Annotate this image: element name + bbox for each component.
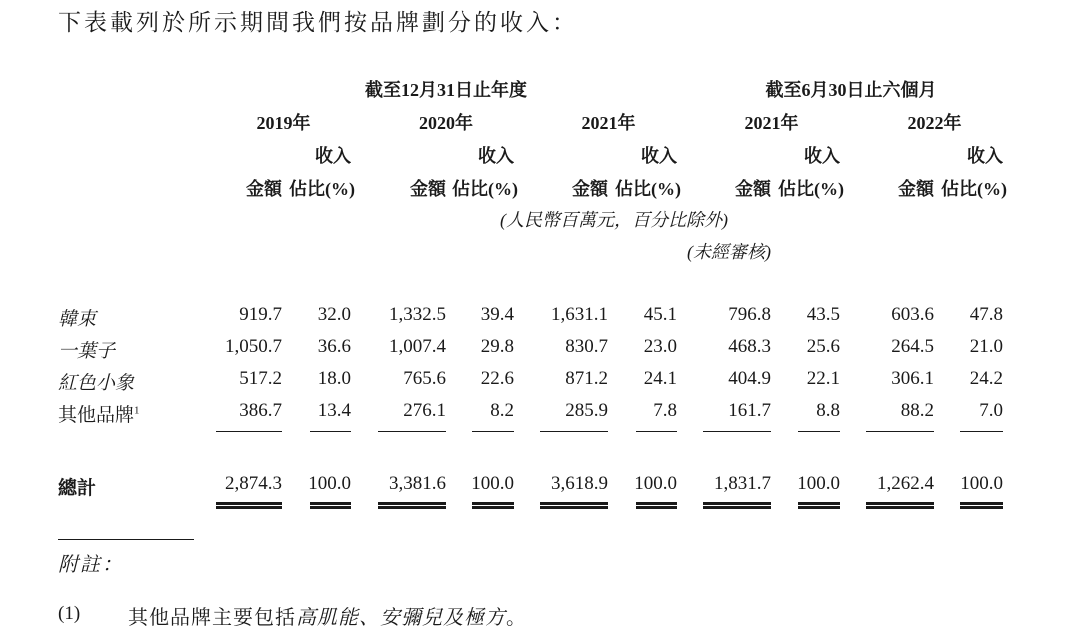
amount-cell: 1,332.5: [389, 304, 446, 325]
total-double-rule: [310, 502, 351, 509]
amount-cell: 1,007.4: [389, 336, 446, 357]
subtotal-rule: [798, 431, 840, 432]
amount-cell: 264.5: [891, 336, 934, 357]
share-cell: 24.1: [643, 368, 677, 389]
total-double-rule: [216, 502, 282, 509]
notes-title: 附註：: [58, 554, 124, 576]
subtotal-rule: [960, 431, 1003, 432]
share-cell: 43.5: [806, 304, 840, 325]
header-year: 2019年: [256, 113, 311, 133]
amount-cell: 404.9: [728, 368, 771, 389]
share-cell: 18.0: [317, 368, 351, 389]
amount-cell: 88.2: [900, 400, 934, 421]
total-share-cell: 100.0: [960, 473, 1003, 494]
share-cell: 45.1: [643, 304, 677, 325]
amount-cell: 871.2: [565, 368, 608, 389]
note-text: [128, 601, 527, 630]
share-cell: 36.6: [317, 336, 351, 357]
header-amount: 金額: [898, 179, 934, 199]
total-share-cell: 100.0: [308, 473, 351, 494]
header-amount: 金額: [246, 179, 282, 199]
header-amount: 金額: [735, 179, 771, 199]
notes-separator: [58, 539, 194, 540]
share-cell: 7.0: [979, 400, 1003, 421]
share-cell: 8.2: [490, 400, 514, 421]
header-share-top: 收入: [967, 146, 1003, 166]
amount-cell: 765.6: [403, 368, 446, 389]
header-year: 2021年: [581, 113, 636, 133]
header-share-top: 收入: [804, 146, 840, 166]
subtotal-rule: [866, 431, 934, 432]
amount-cell: 285.9: [565, 400, 608, 421]
header-share-top: 收入: [315, 146, 351, 166]
amount-cell: 796.8: [728, 304, 771, 325]
amount-cell: 306.1: [891, 368, 934, 389]
amount-cell: 161.7: [728, 400, 771, 421]
total-amount-cell: 2,874.3: [225, 473, 282, 494]
total-amount-cell: 1,831.7: [714, 473, 771, 494]
footnote-marker: 1: [134, 404, 140, 417]
row-label: 其他品牌$^1$: [58, 404, 140, 426]
amount-cell: 276.1: [403, 400, 446, 421]
header-share-bottom: 佔比(%): [452, 179, 518, 199]
share-cell: 23.0: [643, 336, 677, 357]
share-cell: 13.4: [317, 400, 351, 421]
header-amount: 金額: [572, 179, 608, 199]
header-group-six-months: 截至6月30日止六個月: [765, 80, 937, 100]
subtotal-rule: [378, 431, 446, 432]
note-text-prefix: 其他品牌主要包括: [128, 607, 296, 629]
row-label: 韓束: [58, 309, 97, 330]
total-double-rule: [866, 502, 934, 509]
note-text-brands: 高肌能、安彌兒及極方: [296, 607, 506, 629]
unit-note: (人民幣百萬元，百分比除外): [500, 210, 728, 230]
share-cell: 22.1: [806, 368, 840, 389]
header-share-top: 收入: [641, 146, 677, 166]
total-amount-cell: 3,381.6: [389, 473, 446, 494]
share-cell: 8.8: [816, 400, 840, 421]
intro-text: 下表載列於所示期間我們按品牌劃分的收入：: [58, 10, 578, 35]
row-label: 一葉子: [58, 341, 116, 362]
total-double-rule: [472, 502, 514, 509]
amount-cell: 468.3: [728, 336, 771, 357]
amount-cell: 386.7: [239, 400, 282, 421]
share-cell: 29.8: [480, 336, 514, 357]
total-double-rule: [798, 502, 840, 509]
subtotal-rule: [636, 431, 677, 432]
total-double-rule: [540, 502, 608, 509]
row-label: 紅色小象: [58, 373, 135, 394]
total-double-rule: [378, 502, 446, 509]
amount-cell: 603.6: [891, 304, 934, 325]
note-number: (1): [58, 603, 81, 624]
header-year: 2022年: [907, 113, 962, 133]
amount-cell: 1,631.1: [551, 304, 608, 325]
share-cell: 25.6: [806, 336, 840, 357]
amount-cell: 1,050.7: [225, 336, 282, 357]
total-share-cell: 100.0: [471, 473, 514, 494]
header-amount: 金額: [410, 179, 446, 199]
header-share-top: 收入: [478, 146, 514, 166]
amount-cell: 830.7: [565, 336, 608, 357]
share-cell: 7.8: [653, 400, 677, 421]
subtotal-rule: [310, 431, 351, 432]
total-share-cell: 100.0: [634, 473, 677, 494]
share-cell: 22.6: [480, 368, 514, 389]
total-amount-cell: 1,262.4: [877, 473, 934, 494]
header-share-bottom: 佔比(%): [941, 179, 1007, 199]
share-cell: 21.0: [969, 336, 1003, 357]
total-double-rule: [703, 502, 771, 509]
header-share-bottom: 佔比(%): [778, 179, 844, 199]
subtotal-rule: [216, 431, 282, 432]
total-amount-cell: 3,618.9: [551, 473, 608, 494]
total-label: 總計: [58, 478, 97, 499]
subtotal-rule: [540, 431, 608, 432]
amount-cell: 919.7: [239, 304, 282, 325]
share-cell: 39.4: [480, 304, 514, 325]
total-double-rule: [636, 502, 677, 509]
subtotal-rule: [472, 431, 514, 432]
header-year: 2021年: [744, 113, 799, 133]
share-cell: 47.8: [969, 304, 1003, 325]
header-share-bottom: 佔比(%): [289, 179, 355, 199]
share-cell: 32.0: [317, 304, 351, 325]
header-year: 2020年: [419, 113, 473, 133]
share-cell: 24.2: [969, 368, 1003, 389]
total-double-rule: [960, 502, 1003, 509]
subtotal-rule: [703, 431, 771, 432]
total-share-cell: 100.0: [797, 473, 840, 494]
header-share-bottom: 佔比(%): [615, 179, 681, 199]
header-group-year-end: 截至12月31日止年度: [365, 80, 527, 100]
note-text-suffix: 。: [506, 607, 527, 629]
unaudited-note: (未經審核): [687, 242, 771, 262]
amount-cell: 517.2: [239, 368, 282, 389]
